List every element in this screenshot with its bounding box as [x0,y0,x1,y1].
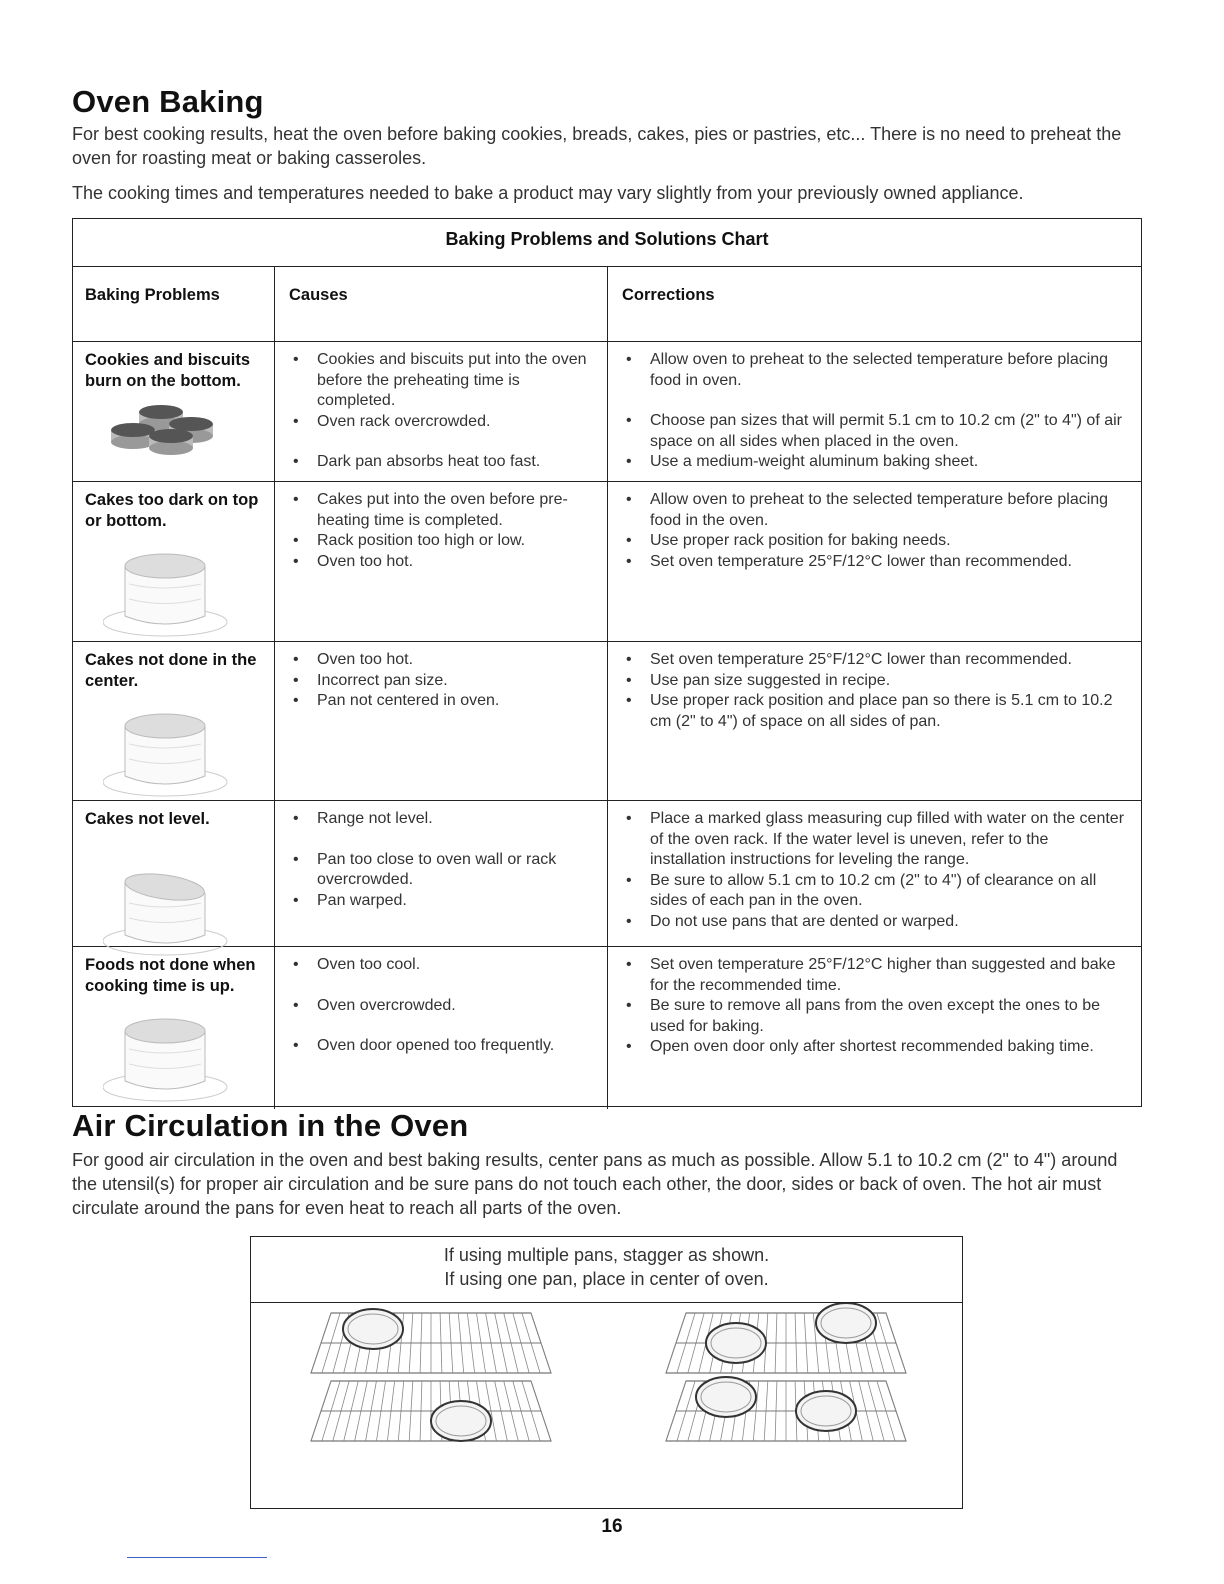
chart-header-row [73,267,1141,342]
corrections-list [622,350,1127,473]
cookies-icon [103,398,233,468]
cause-item: • Oven door opened too frequently. [289,1036,593,1057]
header-problems: Baking Problems [73,267,275,341]
section-title-air-circulation: Air Circulation in the Oven [72,1108,469,1143]
chart-row [73,642,1141,801]
rack-placement-box [250,1236,963,1509]
cause-item: • Rack position too high or low. [289,531,593,552]
correction-item: • Allow oven to preheat to the selected temperature before placing food in oven. [622,350,1127,391]
problem-label: Foods not done when cooking time is up. [85,956,256,995]
cause-item: • Incorrect pan size. [289,671,593,692]
correction-item: • Use a medium-weight aluminum baking sheet. [622,452,1127,473]
causes-list [289,650,593,712]
chart-row [73,342,1141,482]
correction-item: • Set oven temperature 25°F/12°C lower than recommended. [622,650,1127,671]
correction-item: • Use proper rack position for baking needs. [622,531,1127,552]
corrections-list [622,650,1127,732]
cause-item: • Pan not centered in oven. [289,691,593,712]
cause-item: • Oven rack overcrowded. [289,412,593,433]
correction-item: • Choose pan sizes that will permit 5.1 cm to 10.2 cm (2" to 4") of air space on all sides when placed in the oven. [622,411,1127,452]
cake-icon [103,704,243,799]
correction-item: • Do not use pans that are dented or warped. [622,912,1127,933]
corrections-list [622,490,1127,572]
cause-item: • Oven too cool. [289,955,593,976]
correction-item: • Open oven door only after shortest recommended baking time. [622,1037,1127,1058]
cause-item: • Cakes put into the oven before pre-heating time is completed. [289,490,593,531]
box-line-1: If using multiple pans, stagger as shown. [443,1245,770,1265]
rack-staggered-pans-icon [666,1303,906,1441]
rack-multiple-pans-icon [311,1309,551,1441]
correction-item: • Allow oven to preheat to the selected temperature before placing food in the oven. [622,490,1127,531]
correction-item: • Be sure to allow 5.1 cm to 10.2 cm (2" to 4") of clearance on all sides of each pan in the oven. [622,871,1127,912]
box-line-2: If using one pan, place in center of oven. [444,1269,769,1289]
cause-item: • Oven overcrowded. [289,996,593,1017]
chart-row [73,801,1141,947]
cause-item: • Range not level. [289,809,593,830]
cause-item: • Cookies and biscuits put into the oven before the preheating time is completed. [289,350,593,412]
corrections-list [622,809,1127,932]
section-title-oven-baking: Oven Baking [72,84,264,119]
cause-item: • Pan too close to oven wall or rack overcrowded. [289,850,593,891]
correction-item: • Use pan size suggested in recipe. [622,671,1127,692]
chart-row [73,482,1141,642]
causes-list [289,809,593,911]
footer-link-line[interactable] [127,1557,267,1558]
oven-racks-illustration [251,1303,961,1508]
correction-item: • Place a marked glass measuring cup filled with water on the center of the oven rack. If the water level is uneven, refer to the installation instructions for leveling the range. [622,809,1127,871]
problem-label: Cookies and biscuits burn on the bottom. [85,351,251,390]
causes-list [289,350,593,473]
causes-list [289,955,593,1057]
header-causes: Causes [275,267,608,341]
correction-item: • Set oven temperature 25°F/12°C higher than suggested and bake for the recommended time. [622,955,1127,996]
corrections-list [622,955,1127,1058]
problem-label: Cakes not level. [85,810,210,828]
chart-title: Baking Problems and Solutions Chart [73,219,1141,267]
note-paragraph: The cooking times and temperatures needed to bake a product may vary slightly from your previously owned appliance. [72,183,1024,203]
cake-icon [103,544,243,639]
tilted-cake-icon [103,863,243,958]
correction-item: • Be sure to remove all pans from the oven except the ones to be used for baking. [622,996,1127,1037]
cause-item: • Pan warped. [289,891,593,912]
page-number: 16 [601,1516,623,1537]
cause-item: • Dark pan absorbs heat too fast. [289,452,593,473]
header-corrections: Corrections [622,286,715,304]
problem-label: Cakes too dark on top or bottom. [85,491,259,530]
baking-problems-chart [72,218,1142,1107]
intro-paragraph: For best cooking results, heat the oven before baking cookies, breads, cakes, pies or pastries, etc... There is no need to preheat the oven for roasting meat or baking casseroles. [72,124,1122,168]
causes-list [289,490,593,572]
air-circulation-paragraph: For good air circulation in the oven and best baking results, center pans as much as possible. Allow 5.1 to 10.2 cm (2" to 4") around the utensil(s) for proper air circulation and be sure pans do not touch each other, the door, sides or back of oven. The hot air must circulate around the pans for even heat to reach all parts of the oven. [72,1150,1118,1218]
cake-icon [103,1009,243,1104]
problem-label: Cakes not done in the center. [85,651,257,690]
correction-item: • Set oven temperature 25°F/12°C lower than recommended. [622,552,1127,573]
cause-item: • Oven too hot. [289,650,593,671]
cause-item: • Oven too hot. [289,552,593,573]
chart-row [73,947,1141,1109]
correction-item: • Use proper rack position and place pan so there is 5.1 cm to 10.2 cm (2" to 4") of space on all sides of pan. [622,691,1127,732]
